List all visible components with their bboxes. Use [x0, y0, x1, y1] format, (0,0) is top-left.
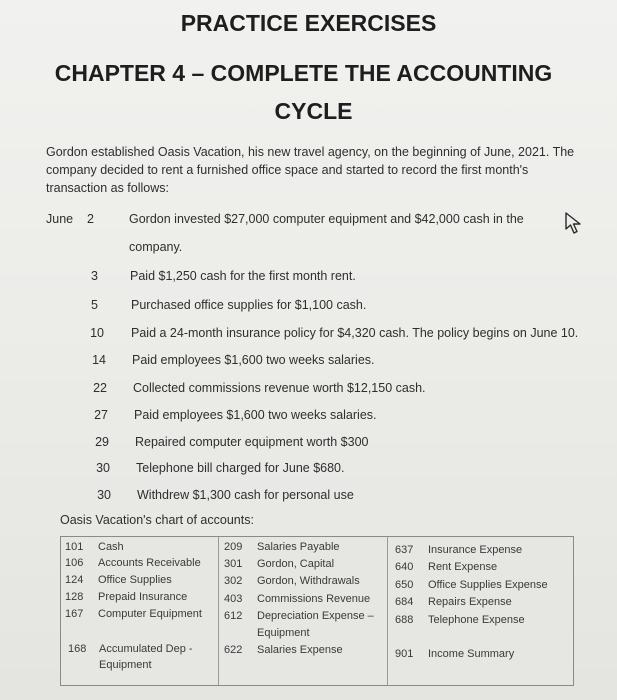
chapter-title-line1: CHAPTER 4 – COMPLETE THE ACCOUNTING: [54, 60, 553, 86]
account-number: 124: [65, 574, 84, 586]
transaction-text: Withdrew $1,300 cash for personal use: [137, 488, 354, 502]
account-name: Income Summary: [428, 648, 515, 660]
transaction-text: Collected commissions revenue worth $12,150 cash.: [133, 381, 426, 395]
account-name: Computer Equipment: [98, 608, 202, 620]
account-name: Telephone Expense: [428, 614, 525, 626]
account-name: Insurance Expense: [428, 544, 523, 556]
account-name: Gordon, Withdrawals: [257, 575, 360, 587]
account-name: Depreciation Expense –: [257, 610, 374, 622]
account-name: Gordon, Capital: [257, 558, 335, 570]
transaction-text: Paid a 24-month insurance policy for $4,320 cash. The policy begins on June 10.: [131, 326, 579, 340]
account-name: Office Supplies Expense: [428, 579, 548, 591]
account-name: Rent Expense: [428, 561, 498, 573]
transaction-text: Paid employees $1,600 two weeks salaries.: [134, 408, 377, 422]
account-name: Cash: [98, 541, 124, 553]
transaction-day: 27: [94, 408, 108, 422]
chapter-title-line2: CYCLE: [274, 98, 353, 124]
account-name: Office Supplies: [98, 574, 172, 586]
transaction-day: 10: [90, 326, 104, 340]
account-number: 128: [65, 591, 84, 603]
account-number: 650: [395, 579, 414, 591]
chart-of-accounts-table: [60, 536, 574, 686]
transaction-text: Paid employees $1,600 two weeks salaries.: [132, 353, 375, 367]
intro-paragraph: Gordon established Oasis Vacation, his new travel agency, on the beginning of June, 2021. The company decided to rent a furnished office space and started to record the first month's transaction as follows:: [46, 145, 575, 195]
account-name-cont: Equipment: [99, 659, 152, 671]
account-number: 101: [65, 541, 84, 553]
account-number: 901: [395, 648, 414, 660]
account-name: Salaries Expense: [257, 644, 343, 656]
account-number: 209: [224, 541, 243, 553]
chart-of-accounts-label: Oasis Vacation's chart of accounts:: [60, 513, 254, 527]
mouse-pointer-icon: [563, 211, 585, 235]
account-number: 612: [224, 610, 243, 622]
transaction-text: Purchased office supplies for $1,100 cash.: [131, 298, 367, 312]
account-name: Salaries Payable: [257, 541, 340, 553]
transaction-day: 5: [91, 298, 98, 312]
transaction-day: 3: [91, 269, 98, 283]
transaction-day: 30: [97, 488, 111, 502]
account-number: 168: [68, 643, 87, 655]
column-divider: [387, 537, 388, 685]
transaction-day: 29: [95, 435, 109, 449]
page-title: PRACTICE EXERCISES: [180, 10, 437, 36]
transaction-text: Paid $1,250 cash for the first month rent.: [130, 269, 356, 283]
account-number: 640: [395, 561, 414, 573]
account-name: Repairs Expense: [428, 596, 512, 608]
account-name: Prepaid Insurance: [98, 591, 188, 603]
transaction-text: Repaired computer equipment worth $300: [135, 435, 369, 449]
transaction-day: 30: [96, 461, 110, 475]
account-number: 684: [395, 596, 414, 608]
account-number: 622: [224, 644, 243, 656]
account-number: 167: [65, 608, 84, 620]
account-number: 637: [395, 544, 414, 556]
transaction-text: Telephone bill charged for June $680.: [136, 461, 345, 475]
transaction-day: 2: [87, 212, 94, 226]
account-number: 403: [224, 593, 243, 605]
account-name: Accounts Receivable: [98, 557, 201, 569]
transaction-text: Gordon invested $27,000 computer equipment and $42,000 cash in the: [129, 212, 524, 226]
account-number: 301: [224, 558, 243, 570]
month-label: June: [46, 212, 74, 226]
account-number: 302: [224, 575, 243, 587]
account-name-cont: Equipment: [257, 627, 310, 639]
account-name: Commissions Revenue: [257, 593, 371, 605]
transaction-text-cont: company.: [129, 240, 183, 254]
transaction-day: 22: [93, 381, 107, 395]
account-number: 688: [395, 614, 414, 626]
account-number: 106: [65, 557, 84, 569]
transaction-day: 14: [92, 353, 106, 367]
account-name: Accumulated Dep -: [99, 643, 193, 655]
column-divider: [218, 537, 219, 685]
